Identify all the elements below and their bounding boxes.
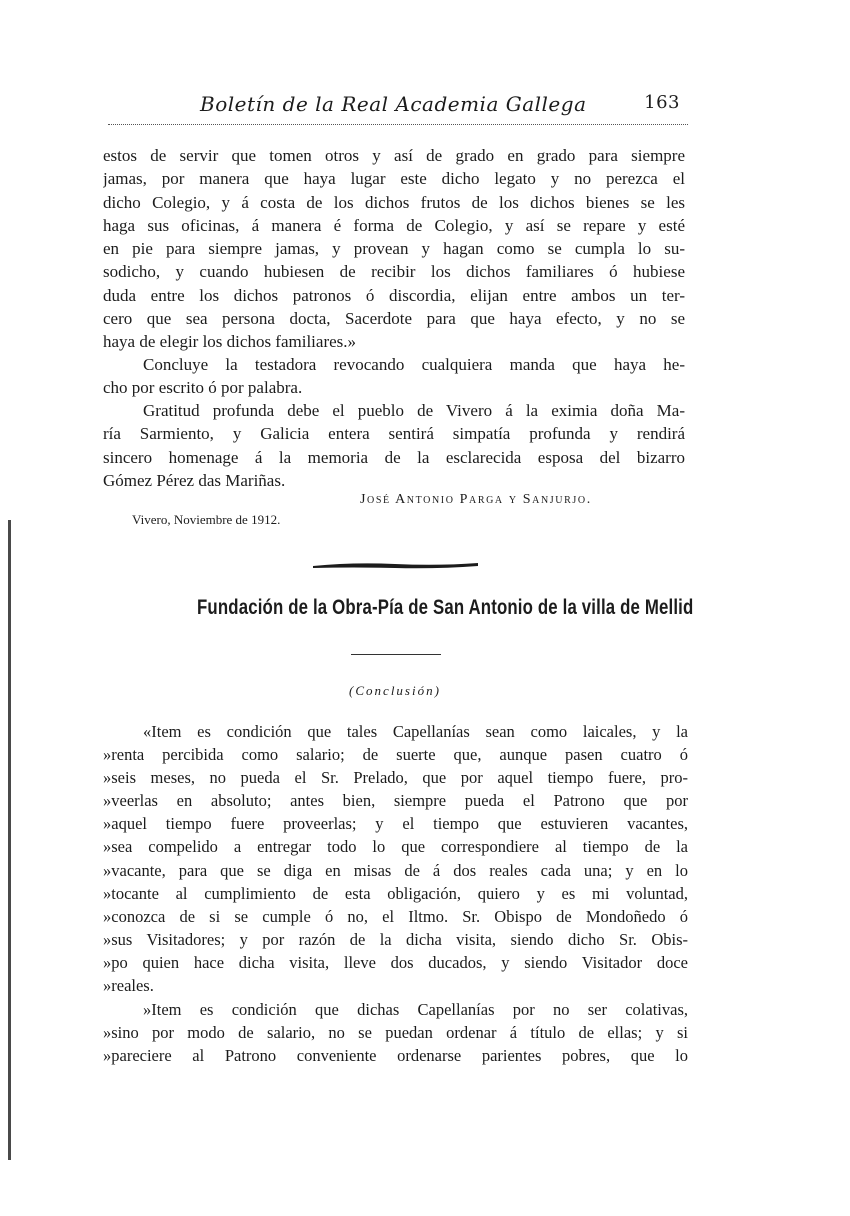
paragraph-gratitude — [103, 399, 685, 492]
text-line: »sino por modo de salario, no se puedan ordenar á título de ellas; y si — [103, 1023, 688, 1043]
running-header — [200, 92, 680, 124]
title-underline — [351, 654, 441, 655]
text-line: ría Sarmiento, y Galicia entera sentirá simpatía profunda y rendirá — [103, 424, 685, 444]
author-signature: José Antonio Parga y Sanjurjo. — [360, 492, 592, 507]
text-line: »sea compelido a entregar todo lo que correspondiere al tiempo de la — [103, 837, 688, 857]
text-line: Gómez Pérez das Mariñas. — [103, 470, 286, 490]
text-line: »Item es condición que dichas Capellanías por no ser colativas, — [143, 1000, 688, 1019]
text-line: «Item es condición que tales Capellanías sean como laicales, y la — [143, 722, 688, 741]
text-line: »reales. — [103, 976, 154, 996]
text-line: Gratitud profunda debe el pueblo de Vivero á la eximia doña Ma- — [143, 401, 685, 420]
text-line: »veerlas en absoluto; antes bien, siempre pueda el Patrono que por — [103, 791, 688, 811]
text-line: estos de servir que tomen otros y así de grado en grado para siempre — [103, 146, 685, 165]
paragraph-item-chaplaincies — [103, 720, 688, 997]
text-line: »sus Visitadores; y por razón de la dicha visita, siendo dicho Sr. Obis- — [103, 929, 688, 949]
text-line: »conozca de si se cumple ó no, el Iltmo. Sr. Obispo de Mondoñedo ó — [103, 906, 688, 926]
text-line: duda entre los dichos patronos ó discordia, elijan entre ambos un ter- — [103, 285, 685, 305]
place-date: Vivero, Noviembre de 1912. — [132, 512, 281, 527]
paragraph-conclusion — [103, 353, 685, 400]
text-line: »tocante al cumplimiento de esta obligación, quiero y es mi voluntad, — [103, 883, 688, 903]
text-line: cho por escrito ó por palabra. — [103, 378, 303, 398]
text-line: sincero homenage á la memoria de la esclarecida esposa del bizarro — [103, 447, 685, 467]
text-line: jamas, por manera que haya lugar este dicho legato y no perezca el — [103, 169, 685, 189]
text-line: en pie para siempre jamas, y provean y hagan como se cumpla lo su- — [103, 239, 685, 259]
text-line: »po quien hace dicha visita, lleve dos ducados, y siendo Visitador doce — [103, 952, 688, 972]
text-line: »renta percibida como salario; de suerte que, aunque pasen cuatro ó — [103, 745, 688, 765]
paragraph-item-salary — [103, 998, 688, 1067]
section-title: Fundación de la Obra-Pía de San Antonio de la villa de Mellid — [197, 596, 694, 619]
text-line: sodicho, y cuando hubiesen de recibir los dichos familiares ó hubiese — [103, 262, 685, 282]
text-line: »pareciere al Patrono conveniente ordenarse parientes pobres, que lo — [103, 1046, 688, 1066]
text-line: »seis meses, no pueda el Sr. Prelado, que por aquel tiempo fuere, pro- — [103, 768, 688, 788]
section-subtitle: (Conclusión) — [349, 683, 441, 698]
text-line: cero que sea persona docta, Sacerdote para que haya efecto, y no se — [103, 309, 685, 329]
text-line: haya de elegir los dichos familiares.» — [103, 332, 357, 352]
text-line: haga sus oficinas, á manera é forma de Colegio, y así se repare y esté — [103, 215, 685, 235]
ornamental-divider — [313, 560, 478, 572]
binding-edge-line — [8, 520, 11, 1160]
text-line: dicho Colegio, y á costa de los dichos frutos de los dichos bienes se les — [103, 192, 685, 212]
page-number: 163 — [644, 92, 680, 113]
journal-title: Boletín de la Real Academia Gallega — [200, 92, 587, 116]
text-line: »aquel tiempo fuere proveerlas; y el tiempo que estuvieren vacantes, — [103, 814, 688, 834]
text-line: »vacante, para que se diga en misas de á dos reales cada una; y en lo — [103, 860, 688, 880]
header-rule — [108, 124, 688, 125]
paragraph-will-clause — [103, 144, 685, 354]
text-line: Concluye la testadora revocando cualquiera manda que haya he- — [143, 355, 685, 374]
